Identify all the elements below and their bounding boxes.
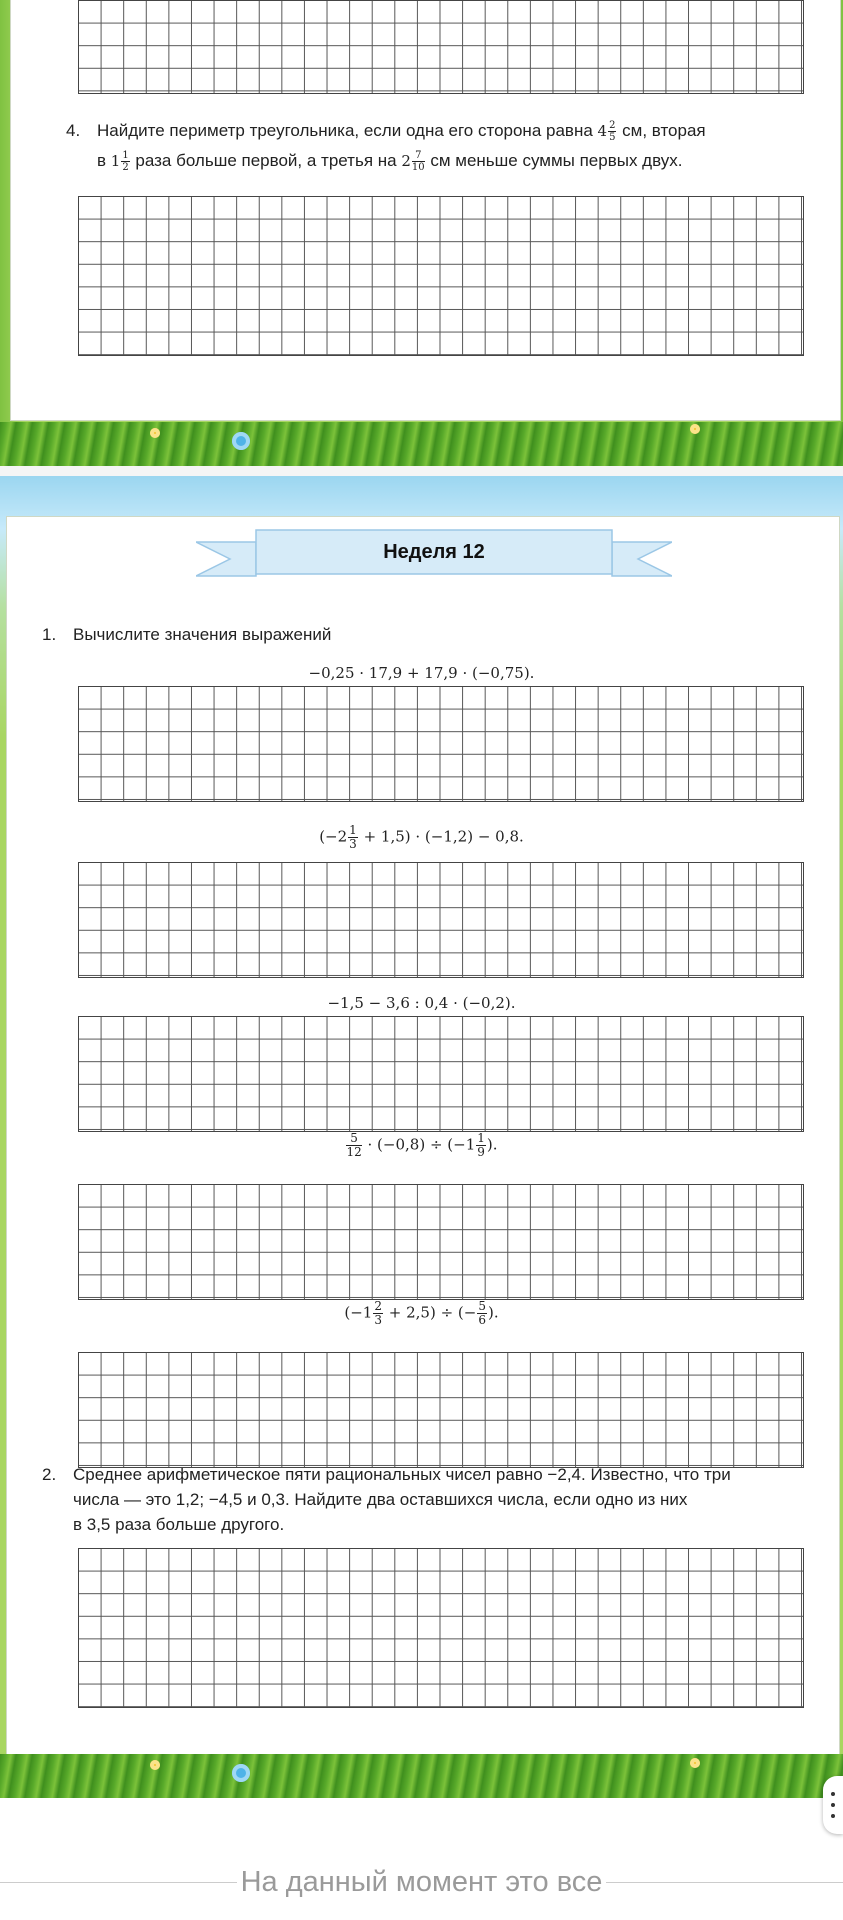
- grass-border: [0, 422, 843, 466]
- flower-icon: [150, 1760, 160, 1770]
- fraction: $\frac{2}{5}$: [609, 120, 616, 144]
- task-number: 1.: [42, 625, 57, 644]
- page-separator: [0, 466, 843, 476]
- task-2: [42, 1462, 832, 1537]
- answer-grid-expr-2: [78, 862, 804, 978]
- end-of-feed-footer: [0, 1862, 843, 1902]
- task-4-text: Найдите периметр треугольника, если одна его сторона равна 4 $\frac{2}{5}$ см, вторая в 1 $\frac{1}{2}$ раза больше первой, а третья на 2 $\frac{7}{10}$ см меньше суммы первых двух.: [97, 120, 706, 174]
- task-4: [66, 116, 806, 176]
- flower-icon: [232, 1764, 250, 1782]
- end-of-feed-text: На данный момент это все: [0, 1862, 843, 1902]
- week-title: Неделя 12: [383, 541, 485, 563]
- task-1: [42, 620, 802, 649]
- task-2-text: Среднее арифметическое пяти рациональных чисел равно −2,4. Известно, что три числа — это 1,2; −4,5 и 0,3. Найдите два оставшихся числа, если одно из них в 3,5 раза больше другого.: [73, 1465, 731, 1534]
- more-vertical-icon[interactable]: [823, 1776, 843, 1834]
- answer-grid-task-4: [78, 196, 804, 356]
- fraction: $\frac{1}{2}$: [122, 150, 129, 174]
- grass-border: [0, 1754, 843, 1798]
- answer-grid-expr-5: [78, 1352, 804, 1468]
- flower-icon: [232, 432, 250, 450]
- task-number: 4.: [66, 121, 81, 140]
- fraction: $\frac{7}{10}$: [411, 150, 425, 174]
- answer-grid-expr-4: [78, 1184, 804, 1300]
- answer-grid-expr-1: [78, 686, 804, 802]
- answer-grid-top: [78, 0, 804, 94]
- task-1-text: Вычислите значения выражений: [73, 625, 332, 644]
- expression-5: (−1 $\frac{2}{3}$ + 2,5) ÷ (− $\frac{5}{6}$ ).: [344, 1299, 499, 1327]
- flower-icon: [690, 1758, 700, 1768]
- answer-grid-expr-3: [78, 1016, 804, 1132]
- answer-grid-task-2: [78, 1548, 804, 1708]
- task-number: 2.: [42, 1465, 57, 1484]
- expression-2: (−2 $\frac{1}{3}$ + 1,5) · (−1,2) − 0,8.: [319, 823, 524, 851]
- flower-icon: [150, 428, 160, 438]
- flower-icon: [690, 424, 700, 434]
- expression-3: −1,5 − 3,6 : 0,4 · (−0,2).: [327, 994, 516, 1012]
- expression-1: −0,25 · 17,9 + 17,9 · (−0,75).: [308, 664, 535, 682]
- expression-4: $\frac{5}{12}$ · (−0,8) ÷ (−1 $\frac{1}{9}$ ).: [346, 1131, 498, 1159]
